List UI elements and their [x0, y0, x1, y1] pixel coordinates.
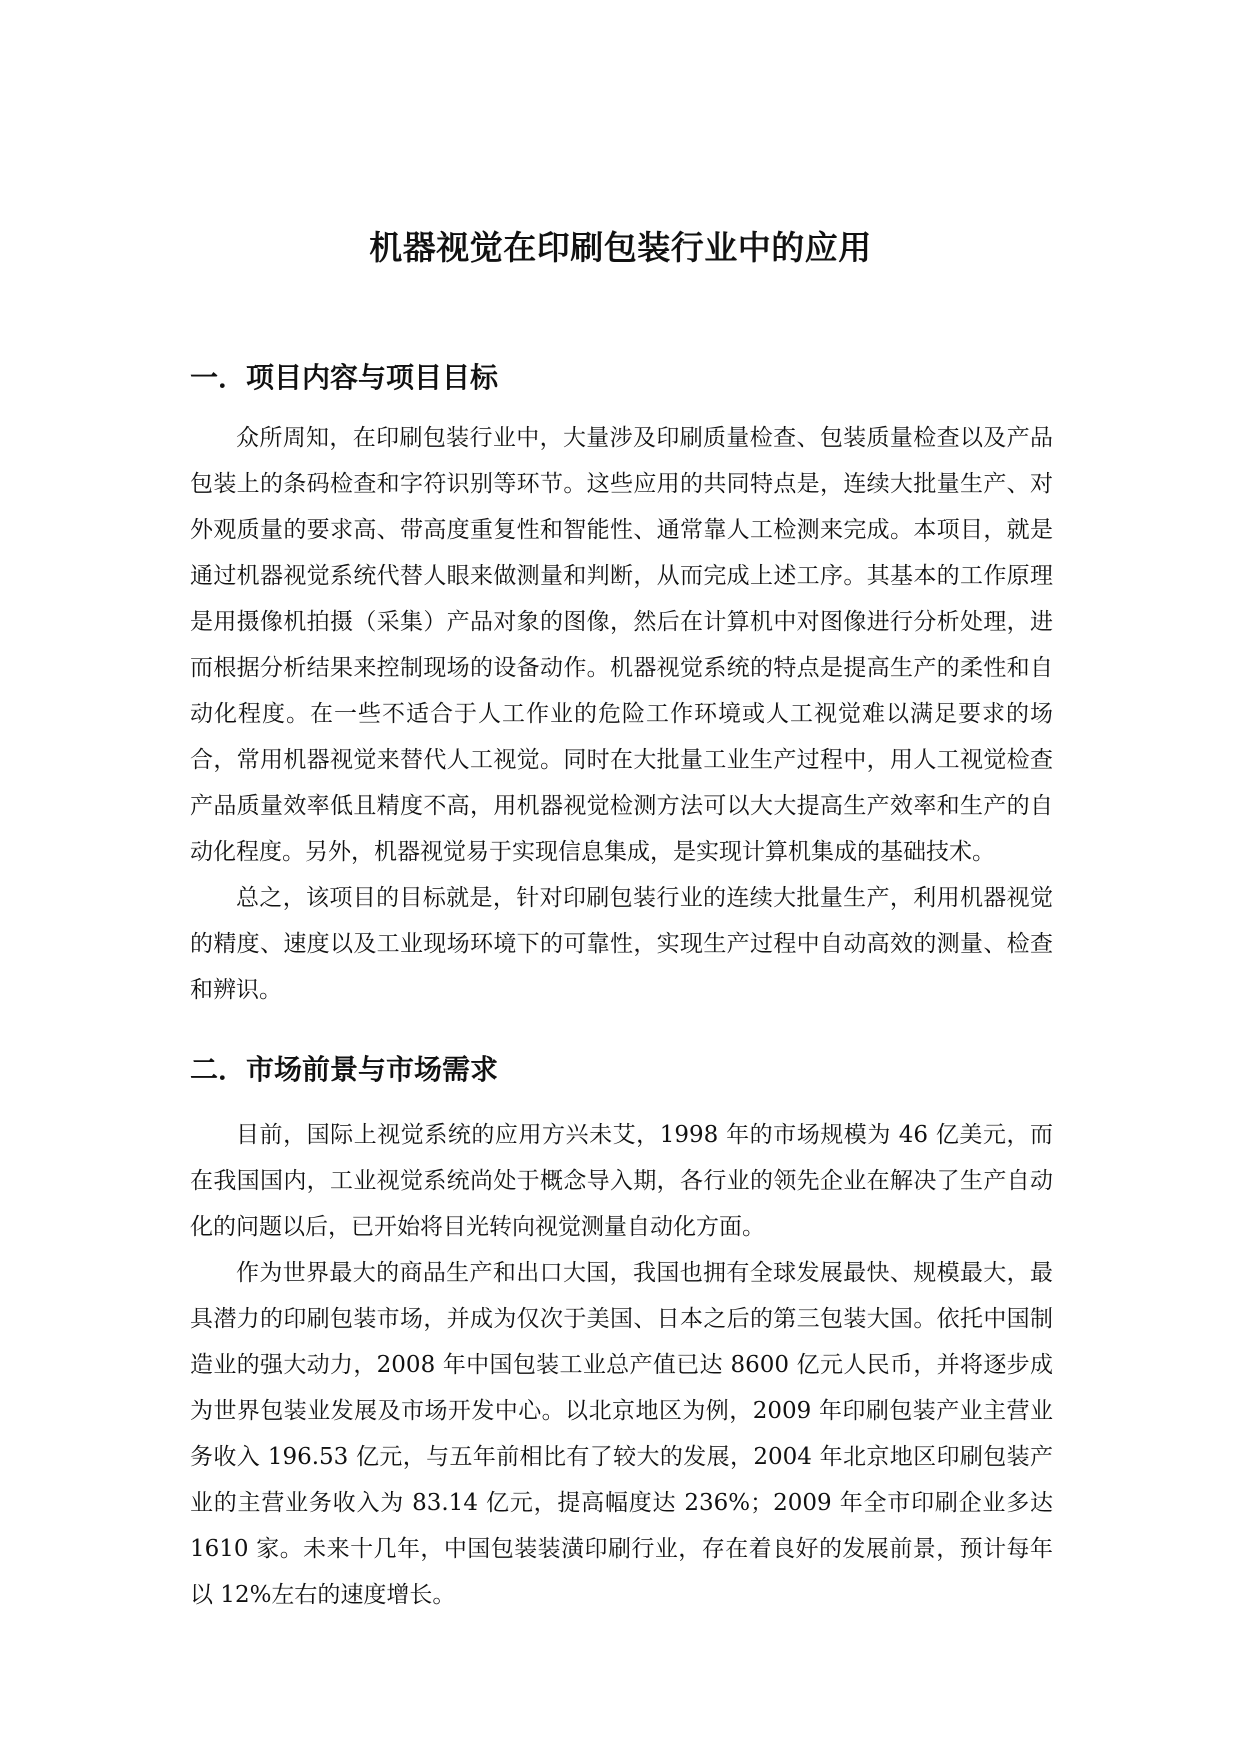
section-heading-market: 二．市场前景与市场需求 [190, 1053, 499, 1086]
paragraph: 目前，国际上视觉系统的应用方兴未艾，1998 年的市场规模为 46 亿美元，而在我国国内，工业视觉系统尚处于概念导入期，各行业的领先企业在解决了生产自动化的问题以后，已开始将目光转向视觉测量自动化方面。 [190, 1122, 1053, 1240]
section-body-project [190, 415, 1053, 1013]
section-heading-project: 一．项目内容与项目目标 [190, 361, 499, 394]
paragraph: 总之，该项目的目标就是，针对印刷包装行业的连续大批量生产，利用机器视觉的精度、速度以及工业现场环境下的可靠性，实现生产过程中自动高效的测量、检查和辨识。 [190, 885, 1053, 1003]
paragraph: 作为世界最大的商品生产和出口大国，我国也拥有全球发展最快、规模最大，最具潜力的印刷包装市场，并成为仅次于美国、日本之后的第三包装大国。依托中国制造业的强大动力，2008 年中国包装工业总产值已达 8600 亿元人民币，并将逐步成为世界包装业发展及市场开发中心。以北京地区为例，2009 年印刷包装产业主营业务收入 196.53 亿元，与五年前相比有了较大的发展，2004 年北京地区印刷包装产业的主营业务收入为 83.14 亿元，提高幅度达 236%；2009 年全市印刷企业多达 1610 家。未来十几年，中国包装装潢印刷行业，存在着良好的发展前景，预计每年以 12%左右的速度增长。 [190, 1260, 1053, 1608]
document-title: 机器视觉在印刷包装行业中的应用 [369, 228, 872, 267]
section-body-market [190, 1112, 1053, 1618]
paragraph: 众所周知，在印刷包装行业中，大量涉及印刷质量检查、包装质量检查以及产品包装上的条码检查和字符识别等环节。这些应用的共同特点是，连续大批量生产、对外观质量的要求高、带高度重复性和智能性、通常靠人工检测来完成。本项目，就是通过机器视觉系统代替人眼来做测量和判断，从而完成上述工序。其基本的工作原理是用摄像机拍摄（采集）产品对象的图像，然后在计算机中对图像进行分析处理，进而根据分析结果来控制现场的设备动作。机器视觉系统的特点是提高生产的柔性和自动化程度。在一些不适合于人工作业的危险工作环境或人工视觉难以满足要求的场合，常用机器视觉来替代人工视觉。同时在大批量工业生产过程中，用人工视觉检查产品质量效率低且精度不高，用机器视觉检测方法可以大大提高生产效率和生产的自动化程度。另外，机器视觉易于实现信息集成，是实现计算机集成的基础技术。 [190, 425, 1053, 865]
